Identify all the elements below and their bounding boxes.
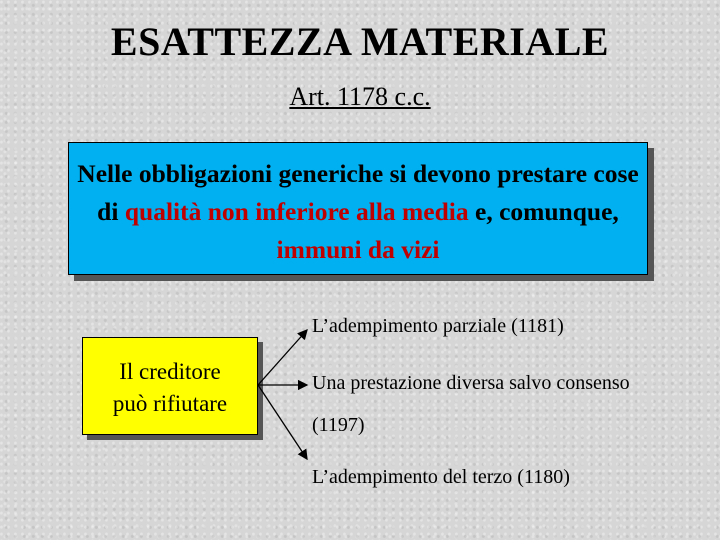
article-reference: Art. 1178 c.c. — [289, 82, 431, 111]
creditor-box — [82, 337, 258, 435]
arrow-to-option-1 — [258, 330, 307, 385]
rule-highlight-quality: qualità non inferiore alla media — [124, 197, 469, 226]
arrow-to-option-3 — [258, 385, 307, 459]
option-different-performance: Una prestazione diversa salvo consenso — [312, 372, 630, 394]
rule-highlight-defects: immuni da vizi — [276, 235, 440, 264]
slide-title: ESATTEZZA MATERIALE — [110, 19, 610, 64]
creditor-line-1: Il creditore — [119, 359, 221, 384]
option-different-performance-ref: (1197) — [312, 414, 365, 436]
option-third-party-performance: L’adempimento del terzo (1180) — [312, 466, 570, 488]
rule-text-part2: e, comunque, — [468, 197, 619, 226]
option-partial-performance: L’adempimento parziale (1181) — [312, 315, 564, 337]
creditor-line-2: può rifiutare — [112, 391, 228, 416]
rule-text-part1: Nelle obbligazioni generiche si devono prestare cose di — [77, 159, 639, 226]
rule-statement-box — [68, 142, 648, 275]
